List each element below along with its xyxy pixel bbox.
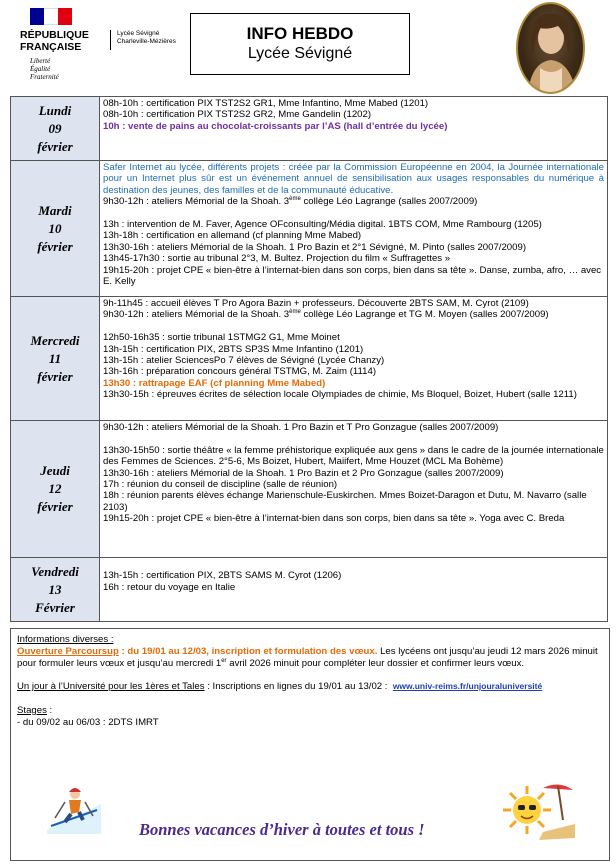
day-cell: Mercredi 11 février [11, 297, 100, 421]
lycee-logo-text: Lycée Sévigné Charleville-Mézières [117, 30, 176, 45]
republique-motto: Liberté Égalité Fraternité [30, 57, 59, 81]
event-line: 13h30 : rattrapage EAF (cf planning Mme Mabed) [103, 377, 326, 389]
event-line: 13h-15h : certification PIX, 2BTS SAMS M. Cyrot (1206) [103, 570, 342, 582]
event-line: 16h : retour du voyage en Italie [103, 581, 236, 593]
event-line: 12h50-16h35 : sortie tribunal 1STMG2 G1, Mme Moinet [103, 332, 340, 344]
table-row [11, 97, 608, 161]
event-line: 17h : réunion du conseil de discipline (salle de réunion) [103, 479, 338, 491]
table-row [11, 421, 608, 558]
event-line: 19h15-20h : projet CPE « bien-être à l’internat-bien dans son corps, bien dans sa tête ». Danse, zumba, afro, … avec E. Kelly [103, 264, 602, 288]
sun-beach-illustration-icon [503, 780, 577, 842]
table-row [11, 297, 608, 421]
event-line: 13h-15h : atelier SciencesPo 7 élèves de Sévigné (Lycée Chanzy) [103, 355, 385, 367]
event-line: 13h30-15h50 : sortie théâtre « la femme préhistorique expliquée aux gens » dans le cadre de la journée internationale des Femmes de Sciences. 2°5-6, Ms Boizet, Hubert, Maiifert, Mme Houzet (MCL Ma Bohème) [103, 444, 604, 468]
day-events [100, 421, 608, 558]
event-line: 9h30-12h : ateliers Mémorial de la Shoah. 3ème collège Léo Lagrange et TG M. Moyen (salles 2007/2009) [103, 309, 549, 321]
event-line: 13h30-15h : épreuves écrites de sélection locale Olympiades de chimie, Ms Bloquel, Boizet, Hubert (salle 1211) [103, 389, 577, 401]
goodbye-message: Bonnes vacances d’hiver à toutes et tous ! [139, 820, 425, 839]
event-line: 9h-11h45 : accueil élèves T Pro Agora Bazin + professeurs. Découverte 2BTS SAM, M. Cyrot (2109) [103, 298, 529, 309]
event-line: 13h30-16h : ateliers Mémorial de la Shoah. 1 Pro Bazin et 2°1 Sévigné, M. Pinto (salles 2007/2009) [103, 241, 527, 253]
day-events [100, 97, 608, 161]
portrait-image [516, 2, 585, 94]
stages-item: - du 09/02 au 06/03 : 2DTS IMRT [17, 716, 159, 728]
republique-francaise-title: RÉPUBLIQUE FRANÇAISE [20, 29, 89, 53]
event-line: 9h30-12h : ateliers Mémorial de la Shoah. 3ème collège Léo Lagrange (salles 2007/2009) [103, 196, 478, 208]
day-events [100, 161, 608, 297]
event-line: Safer Internet au lycée, différents projets : créée par la Commission Européenne en 2004, la Journée internationale pour un Internet plus sûr est un événement annuel de sensibilisation aux usages responsables du numérique à destination des jeunes, des familles et de la communauté éducative. [103, 162, 604, 196]
day-cell: Vendredi 13 Février [11, 558, 100, 622]
page-subtitle: Lycée Sévigné [247, 45, 353, 62]
parcoursup-paragraph: Ouverture Parcoursup : du 19/01 au 12/03, inscription et formulation des vœux. Les lycéens ont jusqu’au jeudi 12 mars 2026 minuit pour formuler leurs vœux et jusqu’au mercredi 1er avril 2026 minuit pour compléter leur dossier et confirmer leurs vœux. [17, 645, 598, 669]
day-cell: Lundi 09 février [11, 97, 100, 161]
event-line: 10h : vente de pains au chocolat-croissants par l’AS (hall d’entrée du lycée) [103, 120, 448, 132]
title-box [190, 13, 410, 75]
event-line: 13h : intervention de M. Faver, Agence OFconsulting/Média digital. 1BTS COM, Mme Rambourg (1205) [103, 219, 542, 231]
info-section [17, 634, 607, 728]
univ-link[interactable]: www.univ-reims.fr/unjouraluniversité [392, 681, 543, 692]
event-line: 13h-18h : certification en allemand (cf planning Mme Mabed) [103, 230, 362, 242]
logo-separator [110, 30, 111, 50]
day-events [100, 558, 608, 622]
weekly-schedule-table [10, 96, 608, 622]
info-heading: Informations diverses : [17, 634, 114, 645]
table-row [11, 161, 608, 297]
table-row [11, 558, 608, 622]
skier-illustration-icon [45, 782, 103, 834]
stages-heading: Stages : [17, 704, 53, 716]
day-cell: Mardi 10 février [11, 161, 100, 297]
event-line: 08h-10h : certification PIX TST2S2 GR1, Mme Infantino, Mme Mabed (1201) [103, 98, 429, 109]
republique-flag-logo [30, 8, 72, 25]
event-line: 9h30-12h : ateliers Mémorial de la Shoah. 1 Pro Bazin et T Pro Gonzague (salles 2007/2009) [103, 422, 499, 433]
event-line: 19h15-20h : projet CPE « bien-être à l’internat-bien dans son corps, bien dans sa tête ». Yoga avec C. Breda [103, 513, 565, 525]
event-line: 08h-10h : certification PIX TST2S2 GR2, Mme Gandelin (1202) [103, 109, 372, 121]
event-line: 18h : réunion parents élèves échange Marienschule-Euskirchen. Mmes Boizet-Daragon et Dutu, M. Navarro (salle 2103) [103, 490, 587, 513]
page-title: INFO HEBDO [246, 24, 354, 43]
day-events [100, 297, 608, 421]
event-line: 13h45-17h30 : sortie au tribunal 2°3, M. Bultez. Projection du film « Suffragettes » [103, 253, 451, 265]
univ-paragraph: Un jour à l’Université pour les 1ères et Tales : Inscriptions en lignes du 19/01 au 13/02 : www.univ-reims.fr/unjouraluniversité [17, 681, 543, 693]
event-line: 13h-15h : certification PIX, 2BTS SP3S Mme Infantino (1201) [103, 343, 364, 355]
day-cell: Jeudi 12 février [11, 421, 100, 558]
event-line: 13h-16h : préparation concours général TSTMG, M. Zaim (1114) [103, 366, 377, 378]
event-line: 13h30-16h : ateliers Mémorial de la Shoah. 1 Pro Bazin et 2 Pro Gonzague (salles 2007/2009) [103, 467, 504, 479]
